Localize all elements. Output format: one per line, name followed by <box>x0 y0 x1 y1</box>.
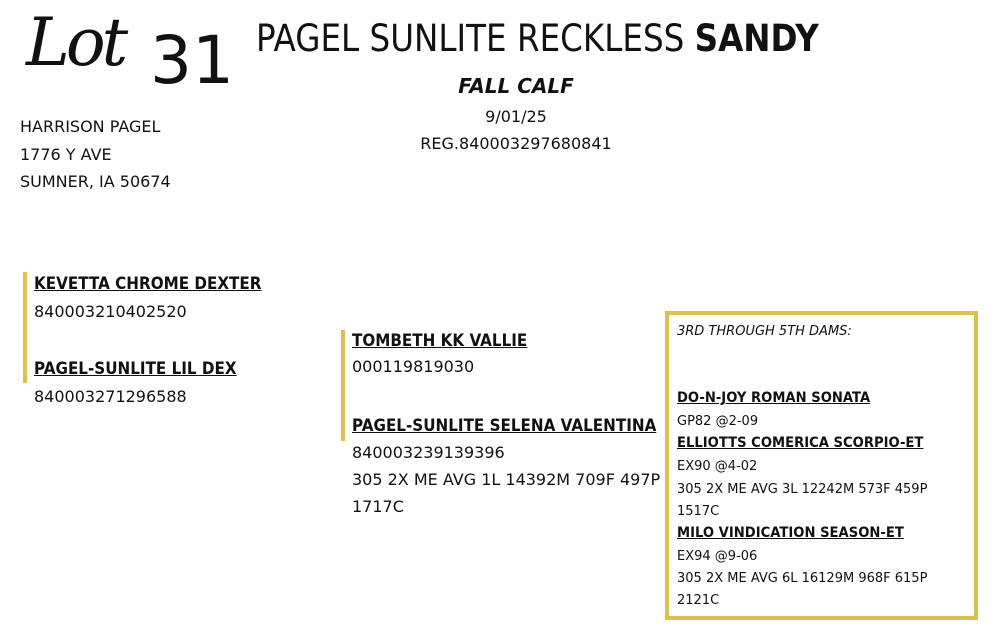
dam-reg: 840003239139396 <box>352 443 505 462</box>
owner-name: HARRISON PAGEL <box>20 117 161 136</box>
fifth-dam-record: 305 2X ME AVG 6L 16129M 968F 615P <box>677 571 928 586</box>
birth-date: 9/01/25 <box>485 107 547 126</box>
dam-sire-name: PAGEL-SUNLITE LIL DEX <box>34 359 237 378</box>
lot-script-word: Lot <box>26 4 125 81</box>
fifth-dam-name: MILO VINDICATION SEASON-ET <box>677 525 904 541</box>
fourth-dam-classification: EX90 @4-02 <box>677 459 758 474</box>
animal-class: FALL CALF <box>458 74 574 98</box>
maternal-sire-name: TOMBETH KK VALLIE <box>352 331 528 350</box>
lot-number: 31 <box>150 22 234 99</box>
fifth-dam-record-continued: 2121C <box>677 593 720 608</box>
fifth-dam-classification: EX94 @9-06 <box>677 549 758 564</box>
sire-reg: 840003210402520 <box>34 302 187 321</box>
sire-bracket <box>23 272 27 383</box>
registration-number: REG.840003297680841 <box>420 134 612 153</box>
dam-record-continued: 1717C <box>352 497 404 516</box>
maternal-sire-reg: 000119819030 <box>352 357 475 376</box>
animal-title-prefix: PAGEL SUNLITE RECKLESS <box>256 17 695 60</box>
animal-title-name: SANDY <box>694 17 819 60</box>
dams-box-heading: 3RD THROUGH 5TH DAMS: <box>677 324 852 339</box>
fourth-dam-name: ELLIOTTS COMERICA SCORPIO-ET <box>677 435 924 451</box>
owner-address: 1776 Y AVE <box>20 145 112 164</box>
dam-name: PAGEL-SUNLITE SELENA VALENTINA <box>352 416 657 435</box>
third-dam-name: DO-N-JOY ROMAN SONATA <box>677 390 871 406</box>
animal-title <box>256 17 819 60</box>
fourth-dam-record-continued: 1517C <box>677 504 720 519</box>
third-dam-classification: GP82 @2-09 <box>677 414 759 429</box>
dam-sire-reg: 840003271296588 <box>34 387 187 406</box>
dam-record: 305 2X ME AVG 1L 14392M 709F 497P <box>352 470 661 489</box>
dam-bracket <box>341 330 345 441</box>
sire-name: KEVETTA CHROME DEXTER <box>34 274 262 293</box>
owner-city: SUMNER, IA 50674 <box>20 172 171 191</box>
fourth-dam-record: 305 2X ME AVG 3L 12242M 573F 459P <box>677 482 928 497</box>
